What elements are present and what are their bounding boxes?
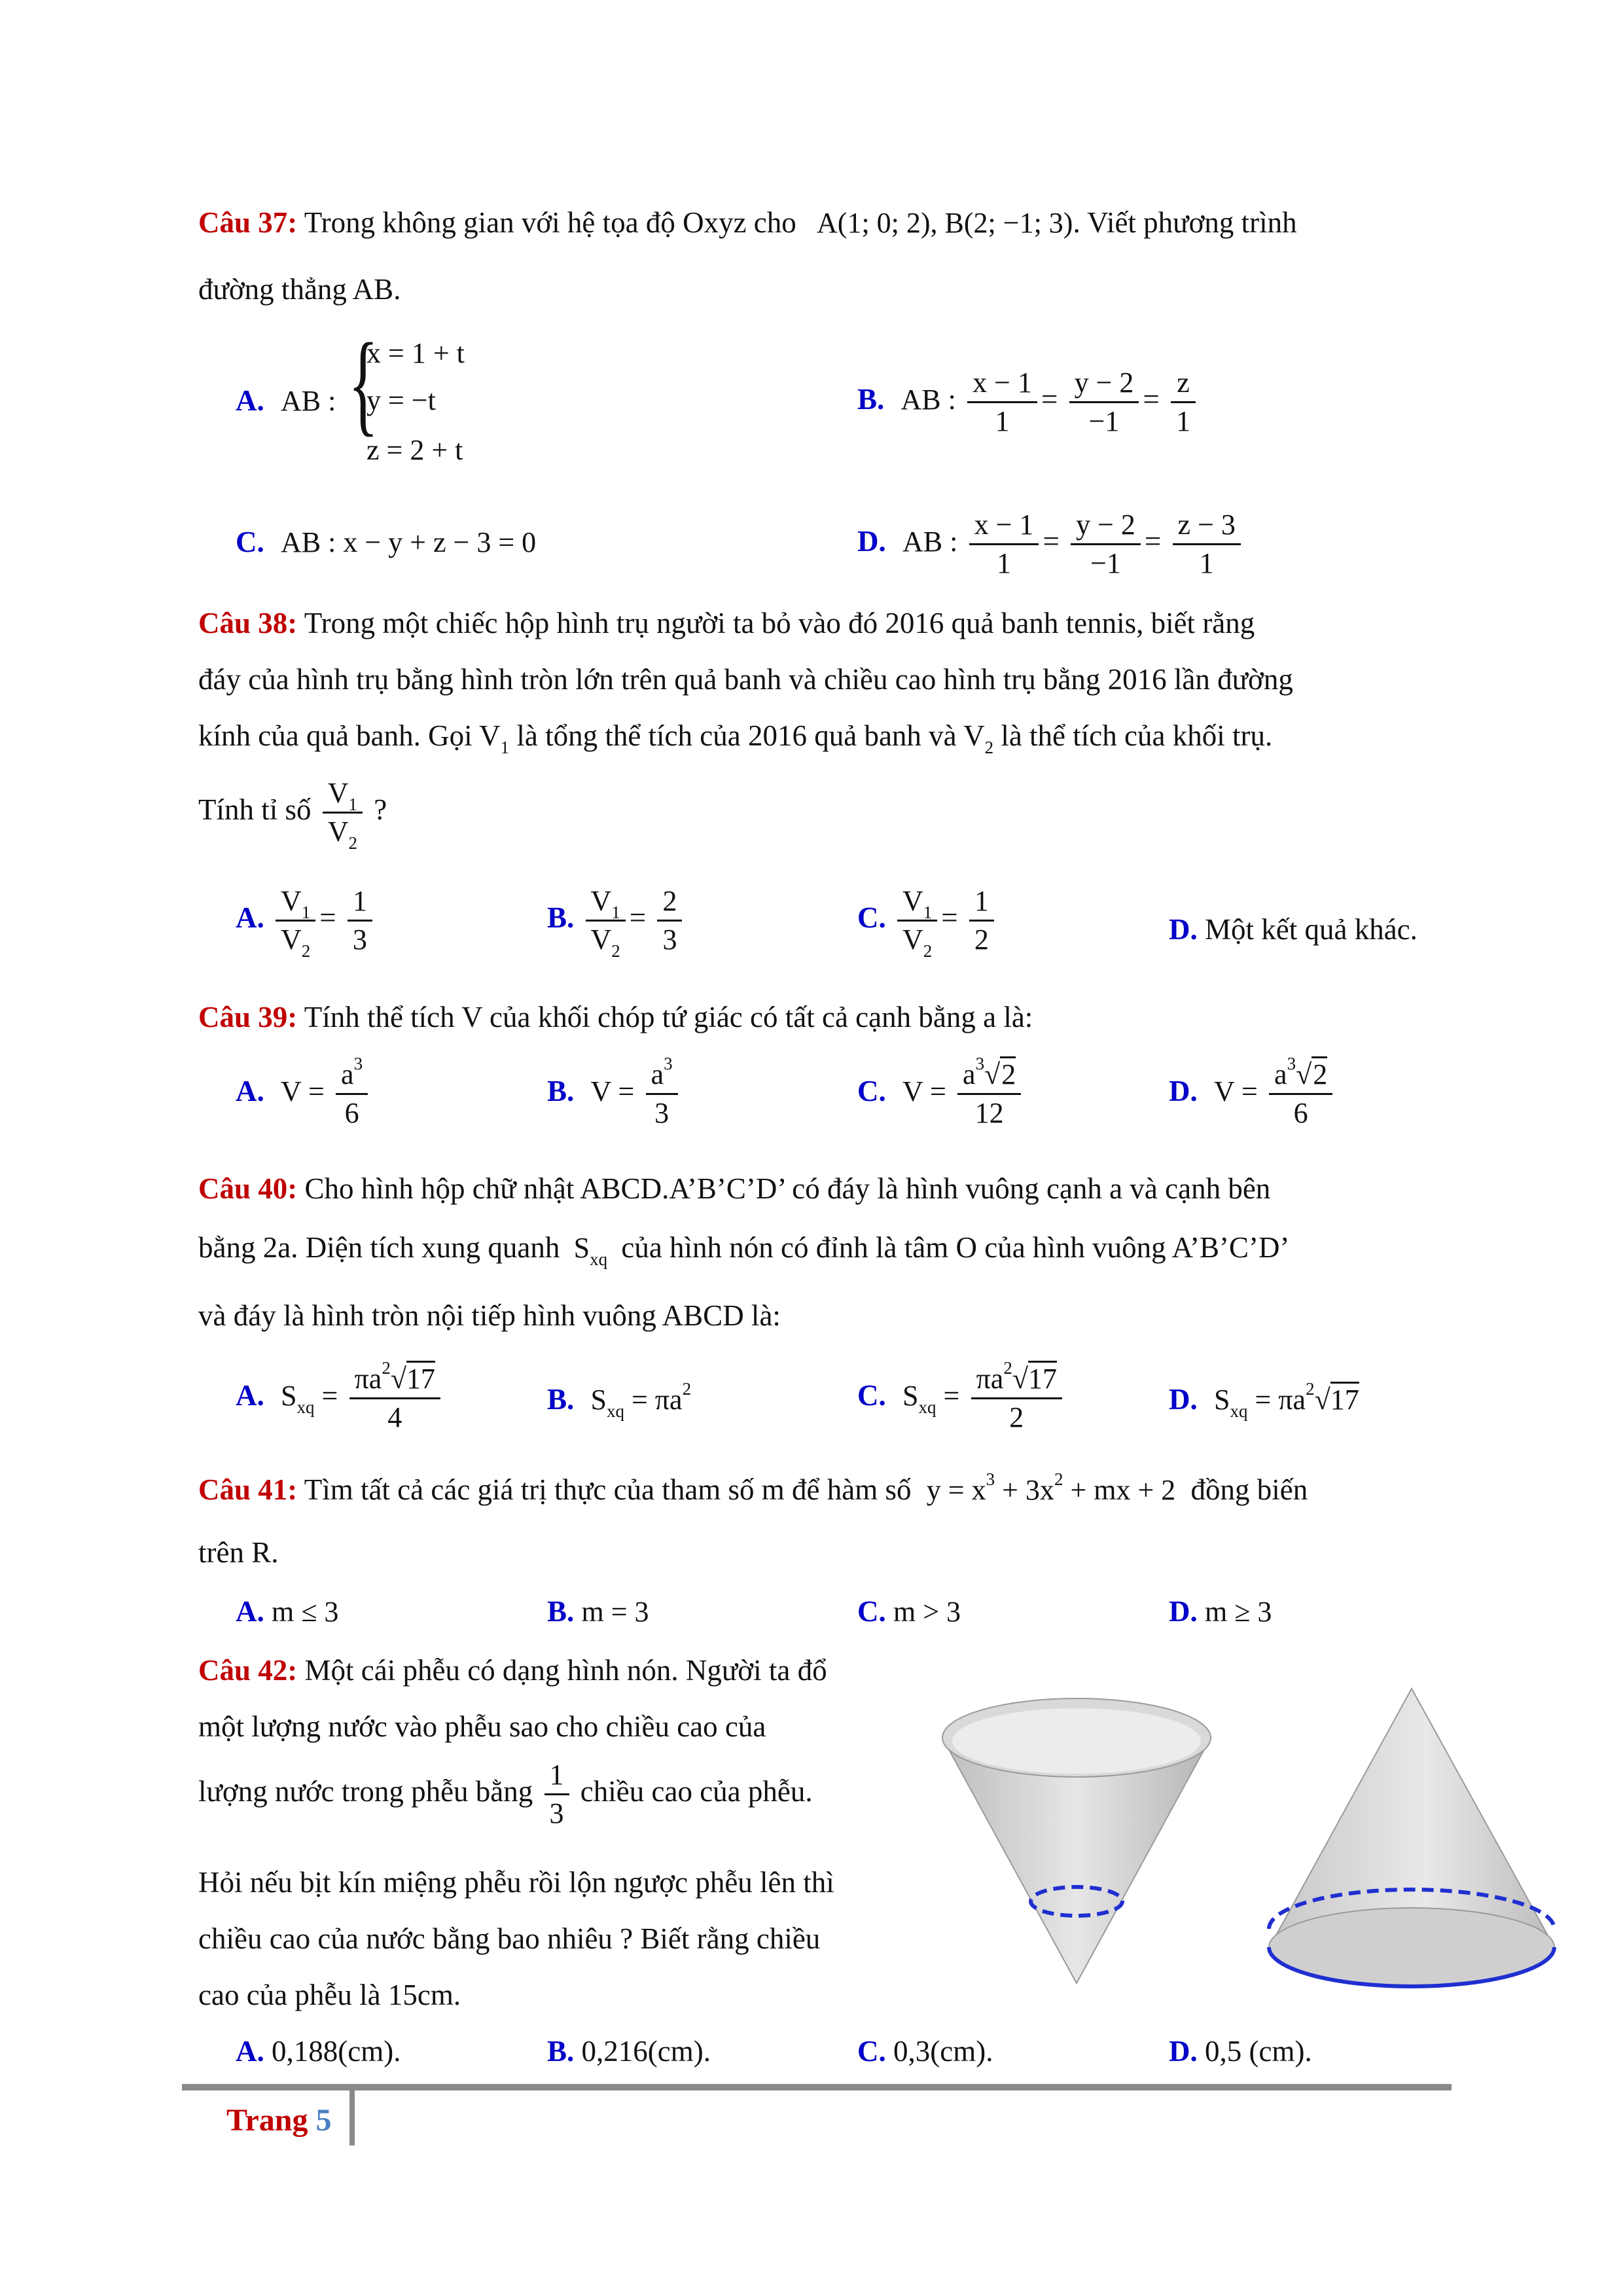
q37-opt-d: D. AB : $\frac{x - 1}{1}$ = $\frac{y - 2}{-1}$ = $\frac{z - 3}{1}$	[857, 511, 1245, 578]
q37-label: Câu 37:	[198, 206, 298, 239]
q40-line3: và đáy là hình tròn nội tiếp hình vuông ABCD là:	[198, 1299, 781, 1332]
q37-opt-a-brace: {	[348, 319, 379, 446]
q38-opt-b: B. $\frac{V_1}{V_2}$ = $\frac{2}{3}$	[547, 887, 686, 954]
q38-opt-a: A. $\frac{V_1}{V_2}$ = $\frac{1}{3}$	[236, 887, 376, 954]
q37-b-frac1: $\frac{x - 1}{1}$	[967, 368, 1037, 436]
q39-opt-a: A. V = $\frac{a^3}{6}$	[236, 1060, 372, 1128]
q39-opt-d: D. V = $\frac{a^3√2}{6}$	[1169, 1060, 1336, 1128]
q41-opt-c: C. m > 3	[857, 1595, 961, 1628]
q42-opt-b: B. 0,216(cm).	[547, 2035, 711, 2068]
q40-opt-d: D. $S_{xq} = \pi a^2√17$	[1169, 1379, 1359, 1421]
q39-opt-b: B. V = $\frac{a^3}{3}$	[547, 1060, 682, 1128]
page-number: Trang 5	[226, 2103, 332, 2138]
funnel-figure	[929, 1676, 1584, 2029]
q38-ratio: $\frac{V_1}{V_2}$	[323, 779, 363, 846]
q38-line3: kính của quả banh. Gọi $V_1$ là tổng thể tích của 2016 quả banh và $V_2$ là thể tích của khối trụ.	[198, 719, 1273, 757]
q41-opt-b: B. m = 3	[547, 1595, 649, 1628]
q37-opt-a-line2: y = −t	[366, 384, 436, 416]
q40-line1: Câu 40: Cho hình hộp chữ nhật ABCD.A’B’C’D’ có đáy là hình vuông cạnh a và cạnh bên	[198, 1172, 1271, 1205]
footer-divider	[182, 2084, 1452, 2090]
q37-b-frac2: $\frac{y - 2}{-1}$	[1069, 368, 1139, 436]
q37-text2: . Viết phương trình	[1073, 206, 1297, 239]
q37-opt-a-label: A. AB :	[236, 384, 336, 417]
q42-line6: cao của phễu là 15cm.	[198, 1979, 461, 2011]
q39-line1: Câu 39: Tính thể tích V của khối chóp tứ giác có tất cả cạnh bằng a là:	[198, 1001, 1033, 1033]
q37-d-frac1: $\frac{x - 1}{1}$	[969, 511, 1039, 578]
q40-opt-a: A. $S_{xq}$ = $\frac{\pi a^2√17}{4}$	[236, 1365, 444, 1432]
q42-opt-c: C. 0,3(cm).	[857, 2035, 993, 2068]
q40-line2: bằng 2a. Diện tích xung quanh $S_{xq}$ của hình nón có đỉnh là tâm O của hình vuông A’B’C’D’	[198, 1231, 1290, 1269]
q38-opt-d: D. Một kết quả khác.	[1169, 913, 1418, 946]
q37-text3: đường thẳng AB.	[198, 273, 401, 306]
q37-b-frac3: $\frac{z}{1}$	[1171, 368, 1196, 436]
q38-line2: đáy của hình trụ bằng hình tròn lớn trên quả banh và chiều cao hình trụ bằng 2016 lần đường	[198, 663, 1293, 696]
q42-opt-a: A. 0,188(cm).	[236, 2035, 401, 2068]
q37-d-frac3: $\frac{z - 3}{1}$	[1173, 511, 1241, 578]
q37-opt-a-line1: x = 1 + t	[366, 337, 465, 369]
q42-line4: Hỏi nếu bịt kín miệng phễu rồi lộn ngược phễu lên thì	[198, 1866, 834, 1899]
q37-points: A(1; 0; 2), B(2; −1; 3)	[817, 207, 1073, 239]
q38-opt-c: C. $\frac{V_1}{V_2}$ = $\frac{1}{2}$	[857, 887, 998, 954]
q42-opt-d: D. 0,5 (cm).	[1169, 2035, 1312, 2068]
q38-line4: Tính tỉ số $\frac{V_1}{V_2}$ ?	[198, 777, 387, 853]
funnel-cone	[942, 1698, 1211, 1983]
q40-opt-b: B. $S_{xq} = \pi a^2$	[547, 1379, 692, 1421]
q42-line2: một lượng nước vào phễu sao cho chiều cao của	[198, 1710, 766, 1743]
q37-opt-b: B. AB : $\frac{x - 1}{1}$ = $\frac{y - 2}{-1}$ = $\frac{z}{1}$	[857, 368, 1200, 436]
q42-line1: Câu 42: Một cái phễu có dạng hình nón. Người ta đổ	[198, 1654, 827, 1687]
q39-opt-c: C. V = $\frac{a^3√2}{12}$	[857, 1060, 1025, 1128]
q38-line1: Câu 38: Trong một chiếc hộp hình trụ người ta bỏ vào đó 2016 quả banh tennis, biết rằng	[198, 607, 1255, 639]
q37-text1: Trong không gian với hệ tọa độ Oxyz cho	[304, 206, 796, 239]
q41-line1: Câu 41: Tìm tất cả các giá trị thực của tham số m để hàm số $y = x^3 + 3x^2$ + mx + 2 đồng biến	[198, 1469, 1308, 1506]
q41-line2: trên R.	[198, 1536, 279, 1569]
q41-opt-d: D. m ≥ 3	[1169, 1595, 1272, 1628]
q37-opt-a-line3: z = 2 + t	[366, 434, 463, 466]
q37-line1	[198, 208, 1297, 238]
footer-vertical-bar	[349, 2090, 355, 2145]
q41-opt-a: A. m ≤ 3	[236, 1595, 339, 1628]
q37-opt-c: C. AB : x − y + z − 3 = 0	[236, 526, 537, 558]
q37-d-frac2: $\frac{y - 2}{-1}$	[1071, 511, 1141, 578]
inverted-cone	[1269, 1689, 1554, 1986]
q42-line3: lượng nước trong phễu bằng $\frac{1}{3}$ chiều cao của phễu.	[198, 1759, 813, 1829]
q42-line5: chiều cao của nước bằng bao nhiêu ? Biết rằng chiều	[198, 1922, 821, 1955]
q40-opt-c: C. $S_{xq}$ = $\frac{\pi a^2√17}{2}$	[857, 1365, 1066, 1432]
